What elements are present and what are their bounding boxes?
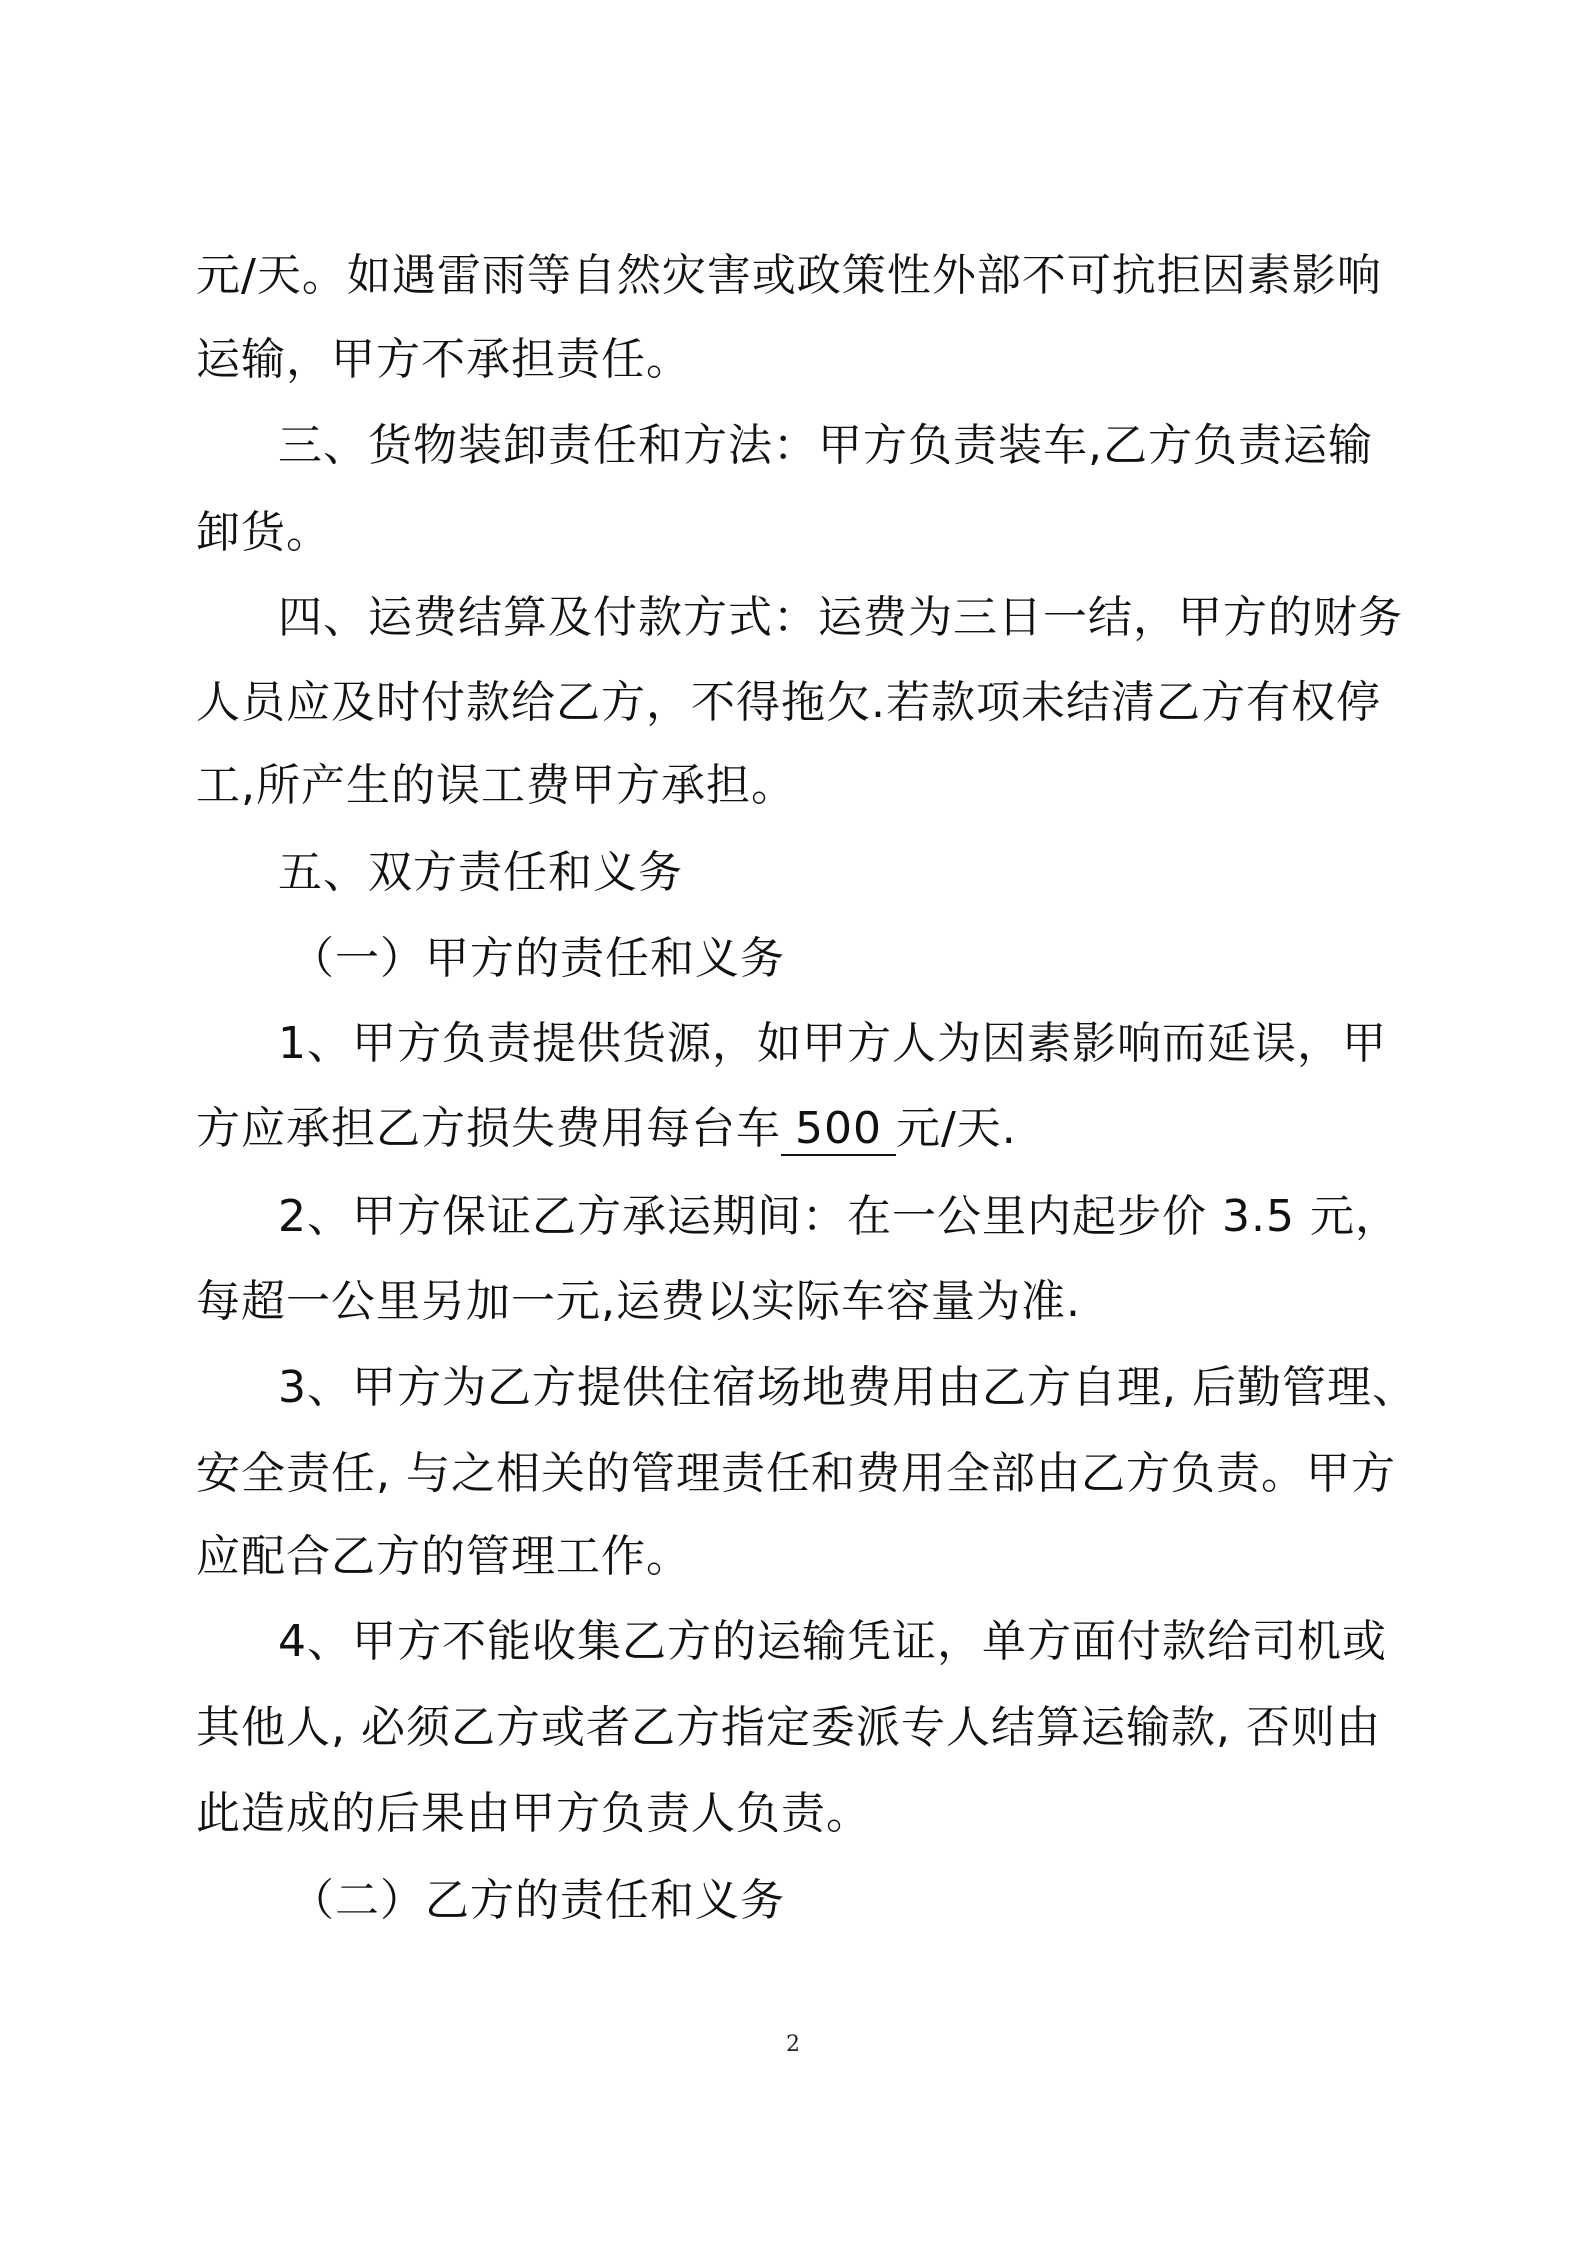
clause-2-line: 2、甲方保证乙方承运期间：在一公里内起步价 3.5 元，	[278, 1191, 1400, 1242]
clause-4-line: 4、甲方不能收集乙方的运输凭证，单方面付款给司机或	[278, 1616, 1387, 1667]
subsection-party-b-heading: （二）乙方的责任和义务	[290, 1875, 785, 1926]
paragraph-line: 运输，甲方不承担责任。	[196, 334, 691, 385]
section-4-heading-line: 四、运费结算及付款方式：运费为三日一结，甲方的财务	[278, 592, 1403, 643]
paragraph-line: 安全责任, 与之相关的管理责任和费用全部由乙方负责。甲方	[196, 1448, 1396, 1499]
clause-3-line: 3、甲方为乙方提供住宿场地费用由乙方自理, 后勤管理、	[278, 1362, 1417, 1413]
paragraph-line: 卸货。	[196, 507, 331, 558]
paragraph-line: 应配合乙方的管理工作。	[196, 1531, 691, 1582]
paragraph-line: 元/天。如遇雷雨等自然灾害或政策性外部不可抗拒因素影响	[196, 250, 1382, 301]
section-3-heading-line: 三、货物装卸责任和方法：甲方负责装车,乙方负责运输	[278, 420, 1373, 471]
paragraph-line: 此造成的后果由甲方负责人负责。	[196, 1788, 871, 1839]
subsection-party-a-heading: （一）甲方的责任和义务	[290, 933, 785, 984]
clause-text: 元/天.	[895, 1103, 1017, 1154]
section-5-heading: 五、双方责任和义务	[278, 847, 683, 898]
clause-text: 方应承担乙方损失费用每台车	[196, 1103, 781, 1154]
clause-1-continuation	[196, 1099, 1406, 1159]
paragraph-line: 工,所产生的误工费甲方承担。	[196, 760, 796, 811]
page-number: 2	[786, 2032, 800, 2057]
paragraph-line: 每超一公里另加一元,运费以实际车容量为准.	[196, 1276, 1081, 1327]
fee-blank: 500	[781, 1104, 896, 1156]
clause-1-line: 1、甲方负责提供货源，如甲方人为因素影响而延误，甲	[278, 1018, 1387, 1069]
paragraph-line: 其他人, 必须乙方或者乙方指定委派专人结算运输款, 否则由	[196, 1702, 1381, 1753]
paragraph-line: 人员应及时付款给乙方，不得拖欠.若款项未结清乙方有权停	[196, 677, 1381, 728]
